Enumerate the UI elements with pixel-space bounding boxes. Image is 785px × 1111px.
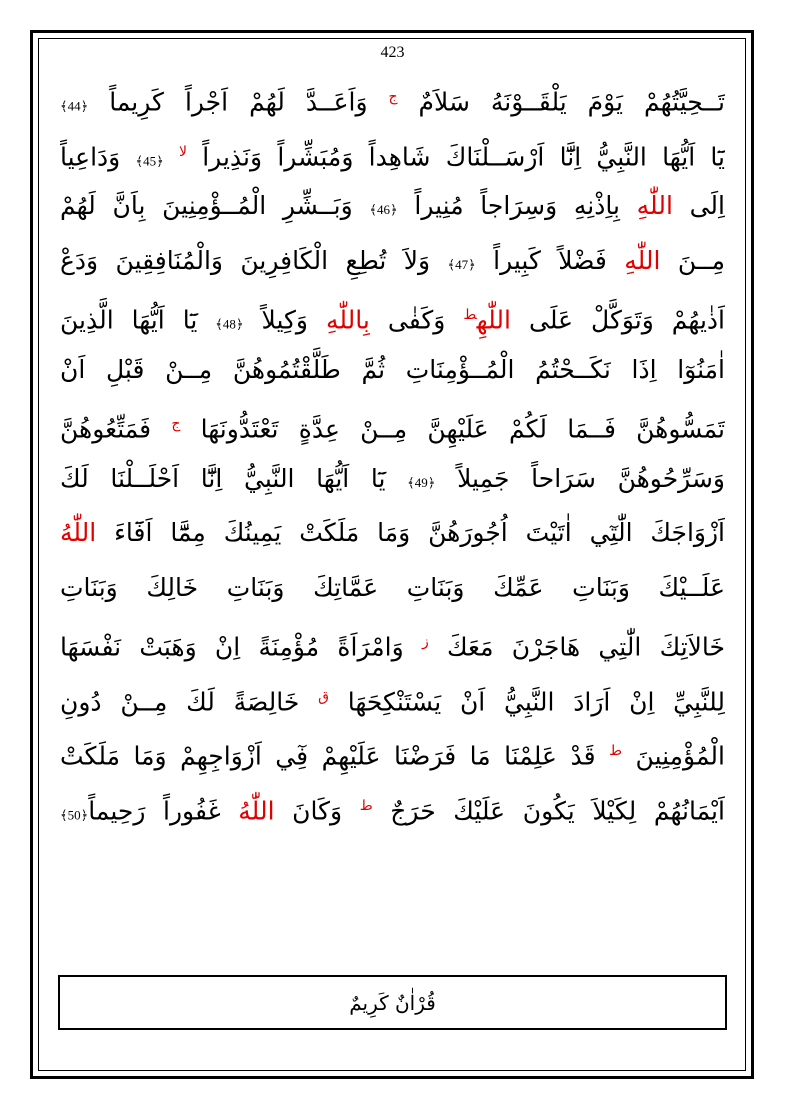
verse-text: فَضْلاً كَبِيراً [475, 245, 625, 275]
verse-text: غَفُوراً رَحِيماً [88, 795, 239, 825]
pause-mark: لا [179, 143, 187, 160]
verse-text: تَــحِيَّتُهُمْ يَوْمَ يَلْقَــوْنَهُ سَلاَمٌ [397, 87, 725, 117]
verse-line [60, 670, 725, 725]
verse-text: وَكِيلاً [243, 305, 326, 335]
pause-mark: ج [171, 416, 181, 432]
divine-name: اللّٰهُ [238, 795, 275, 825]
divine-name: بِاللّٰهِ [325, 305, 370, 335]
verse-line [60, 452, 725, 507]
pause-mark: ز [421, 634, 429, 650]
page-number: 423 [380, 44, 405, 61]
verse-text: الْمُؤْمِنِينَ [622, 741, 725, 771]
verse-line [60, 343, 725, 398]
verse-text: وَاَعَــدَّ لَهُمْ اَجْراً كَرِيماً [88, 87, 389, 117]
verse-line [60, 179, 725, 234]
divine-name: اللّٰهِ [624, 245, 661, 275]
footer-title: قُرْاٰنٌ كَرِيمٌ [349, 990, 436, 1015]
verse-number-marker: ﴿44﴾ [60, 98, 89, 114]
divine-name: اللّٰهِ [476, 305, 511, 335]
verse-number-marker: ﴿45﴾ [135, 152, 164, 168]
verse-text: يَٓا اَيُّهَا الَّذِينَ [60, 305, 216, 335]
verse-number-marker: ﴿50﴾ [60, 806, 89, 822]
verse-line [60, 288, 725, 343]
verse-text: فَمَتِّعُوهُنَّ [60, 414, 172, 444]
verse-text [164, 142, 179, 171]
pause-mark: ج [388, 89, 398, 105]
pause-mark: ط [359, 797, 373, 814]
divine-name: اللّٰهِ [636, 191, 673, 220]
verse-text: وَبَــشِّرِ الْمُــؤْمِنِينَ بِاَنَّ لَهُمْ [60, 191, 370, 220]
verse-text: وَكَفٰى [369, 305, 464, 335]
verse-line [60, 506, 725, 561]
verse-text: يَٓا اَيُّهَا النَّبِيُّ اِنَّٓا اَرْسَــلْنَاكَ شَاهِداً وَمُبَشِّراً وَنَذِيراً [186, 141, 725, 171]
verse-line [60, 615, 725, 670]
pause-mark: ق [318, 688, 329, 705]
pause-mark: ط [463, 307, 477, 323]
verse-text: خَالاَتِكَ الّٰتِي هَاجَرْنَ مَعَكَ [428, 632, 725, 662]
verse-text: وَلاَ تُطِعِ الْكَافِرِينَ وَالْمُنَافِقِينَ وَدَعْ [60, 245, 448, 275]
verse-line [60, 561, 725, 616]
pause-mark: ط [609, 743, 623, 759]
verse-text: اَزْوَاجَكَ الّٰتِٓي اٰتَيْتَ اُجُورَهُنَّ وَمَا مَلَكَتْ يَمِينُكَ مِمَّٓا اَفَٓاءَ [96, 518, 725, 547]
verse-number-marker: ﴿48﴾ [215, 316, 244, 332]
verse-text: يَٓا اَيُّهَا النَّبِيُّ اِنَّٓا اَحْلَــلْنَا لَكَ [60, 463, 408, 493]
verse-text: اَيْمَانُهُمْ لِكَيْلاَ يَكُونَ عَلَيْكَ حَرَجٌ [372, 795, 725, 825]
verse-text: اَذٰيهُمْ وَتَوَكَّلْ عَلَى [510, 305, 725, 335]
verse-text: لِلنَّبِيِّ اِنْ اَرَادَ النَّبِيُّ اَنْ يَسْتَنْكِحَهَا [329, 686, 725, 716]
verse-number-marker: ﴿47﴾ [447, 256, 476, 272]
verse-text: اٰمَنُوٓا اِذَا نَكَــحْتُمُ الْمُــؤْمِنَاتِ ثُمَّ طَلَّقْتُمُوهُنَّ مِــنْ قَبْلِ اَنْ [60, 354, 725, 384]
divine-name: اللّٰهُ [60, 518, 97, 547]
verse-text: بِاِذْنِهِ وَسِرَاجاً مُنِيراً [397, 191, 637, 220]
verse-line [60, 779, 725, 834]
verse-text: عَلَــيْكَ وَبَنَاتِ عَمِّكَ وَبَنَاتِ عَمَّاتِكَ وَبَنَاتِ خَالِكَ وَبَنَاتِ [60, 572, 725, 602]
verse-text: مِــنَ [660, 245, 725, 275]
verse-text: وَدَاعِياً [60, 141, 136, 171]
verse-text: خَالِصَةً لَكَ مِــنْ دُونِ [60, 686, 319, 716]
verse-text: اِلَى [672, 191, 725, 220]
verse-line [60, 397, 725, 452]
verse-line [60, 234, 725, 289]
verse-text: وَامْرَاَةً مُؤْمِنَةً اِنْ وَهَبَتْ نَفْسَهَا [60, 632, 422, 662]
verse-line [60, 70, 725, 125]
verse-number-marker: ﴿49﴾ [407, 474, 436, 490]
verse-text: وَسَرِّحُوهُنَّ سَرَاحاً جَمِيلاً [435, 463, 725, 493]
footer-box [58, 975, 727, 1030]
verse-text: وَكَانَ [274, 795, 360, 825]
verse-line [60, 125, 725, 180]
verse-text-block [60, 70, 725, 833]
verse-number-marker: ﴿46﴾ [369, 202, 398, 217]
verse-text: قَدْ عَلِمْنَا مَا فَرَضْنَا عَلَيْهِمْ فِٓي اَزْوَاجِهِمْ وَمَا مَلَكَتْ [60, 741, 610, 771]
verse-line [60, 724, 725, 779]
verse-text: تَمَسُّوهُنَّ فَــمَا لَكُمْ عَلَيْهِنَّ مِــنْ عِدَّةٍ تَعْتَدُّونَهَا [180, 414, 725, 444]
